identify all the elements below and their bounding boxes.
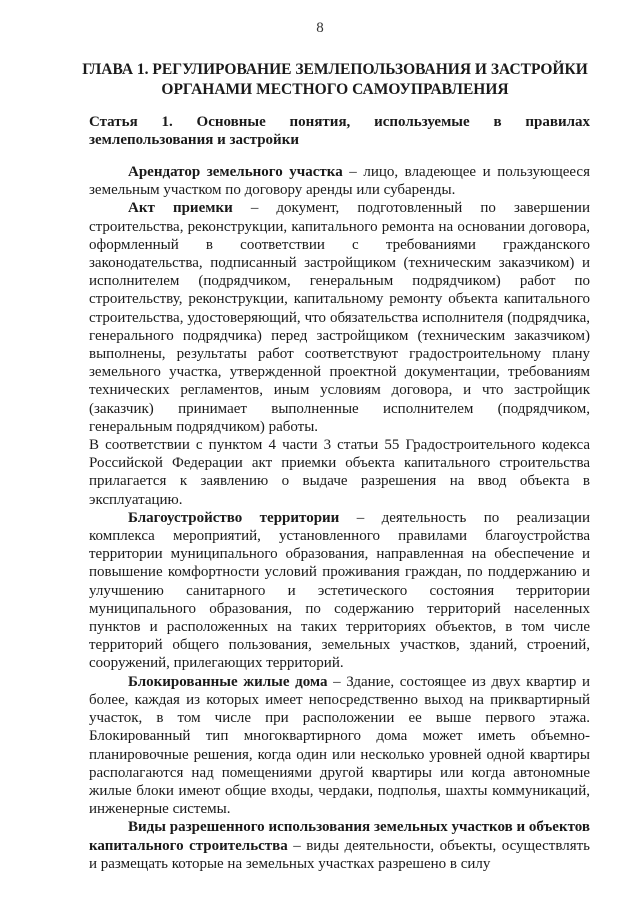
paragraph-blocked-houses	[89, 673, 590, 819]
definition-permitted-use: – виды деятельности, объекты, осуществлять и размещать которые на земельных участках разрешено в силу	[89, 837, 590, 872]
paragraph-tenant	[89, 163, 590, 199]
definition-tenant: – лицо, владеющее и пользующееся земельным участком по договору аренды или субаренды.	[89, 164, 590, 199]
definition-acceptance-act: – документ, подготовленный по завершении строительства, реконструкции, капитального ремонта на основании договора, оформленный в соответствии с требованиями гражданского законодательства, подписанный застройщиком (техническим заказчиком) и исполнителем (подрядчиком, генеральным подрядчиком) работ по строительству, реконструкции, капитальному ремонту объекта капитального строительства, удостоверяющий, что обязательства исполнителя (подрядчика, генерального подрядчика) перед застройщиком (техническим заказчиком) выполнены, результаты работ соответствуют градостроительному плану земельного участка, утвержденной проектной документации, требованиям технических регламентов, иным условиям договора, и что застройщик (заказчик) принимает выполненные исполнителем (подрядчиком, генеральным подрядчиком) работы.	[89, 200, 590, 435]
paragraph-landscaping	[89, 509, 590, 673]
term-acceptance-act: Акт приемки	[128, 200, 233, 217]
term-tenant: Арендатор земельного участка	[128, 164, 343, 180]
definition-landscaping: – деятельность по реализации комплекса мероприятий, установленного правилами благоустройства территории муниципального образования, направленная на обеспечение и повышение комфортности условий проживания граждан, по поддержанию и улучшению санитарного и эстетического состояния территории муниципального образования, по содержанию территорий населенных пунктов и расположенных на таких территориях объектов, в том числе территорий общего пользования, земельных участков, зданий, строений, сооружений, прилегающих территорий.	[89, 509, 590, 672]
acceptance-note-text: В соответствии с пунктом 4 части 3 статьи 55 Градостроительного кодекса Российской Федерации акт приемки объекта капитального строительства прилагается к заявлению о выдаче разрешения на ввод объекта в эксплуатацию.	[89, 437, 590, 508]
term-landscaping: Благоустройство территории	[128, 509, 340, 526]
chapter-title: ГЛАВА 1. РЕГУЛИРОВАНИЕ ЗЕМЛЕПОЛЬЗОВАНИЯ И ЗАСТРОЙКИ ОРГАНАМИ МЕСТНОГО САМОУПРАВЛЕНИЯ	[82, 61, 588, 98]
paragraph-permitted-use	[89, 818, 590, 873]
paragraph-acceptance-note	[89, 436, 590, 509]
page-number: 8	[316, 20, 324, 36]
document-body	[89, 163, 590, 873]
paragraph-acceptance-act	[89, 199, 590, 436]
definition-blocked-houses: – Здание, состоящее из двух квартир и более, каждая из которых имеет непосредственно выход на приквартирный участок, в том числе при расположении ее выше первого этажа. Блокированный тип многоквартирного дома может иметь объемно-планировочные решения, когда один или несколько уровней одной квартиры располагаются над помещениями другой квартиры или когда автономные жилые блоки имеют общие входы, чердаки, подполья, шахты коммуникаций, инженерные системы.	[89, 673, 590, 818]
term-blocked-houses: Блокированные жилые дома	[128, 673, 328, 690]
article-title: Статья 1. Основные понятия, используемые в правилах землепользования и застройки	[89, 114, 590, 148]
term-permitted-use: Виды разрешенного использования земельных участков и объектов капитального строительства	[89, 819, 590, 854]
